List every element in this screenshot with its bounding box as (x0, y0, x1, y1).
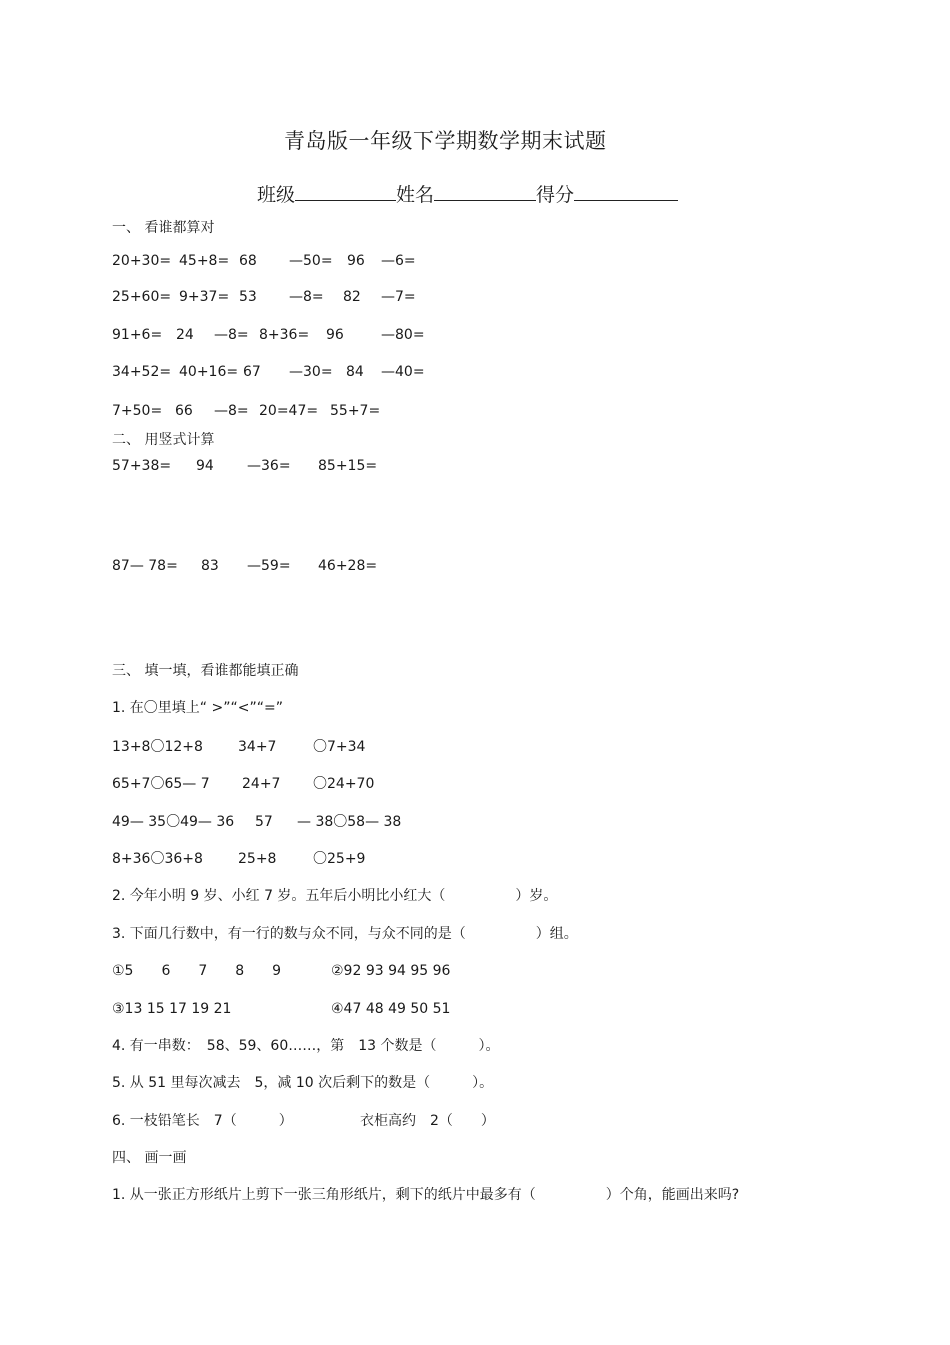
compare-item: 49— 35〇49— 36 (112, 814, 235, 830)
compare-item: 65+7〇65— 7 (112, 776, 210, 792)
problem: 40+16= (179, 364, 239, 380)
problem: —8= (214, 327, 249, 343)
problem: 9+37= (179, 289, 230, 305)
score-label: 得分 (536, 184, 575, 206)
section-3-heading: 三、 填一填，看谁都能填正确 (112, 663, 299, 679)
problem: 96 (347, 253, 365, 269)
problem: 20+30= (112, 253, 172, 269)
question-3-6-pencil: 6. 一枝铅笔长 7（ ） (112, 1113, 293, 1129)
question-3-4: 4. 有一串数： 58、59、60……，第 13 个数是（ ）。 (112, 1038, 500, 1054)
problem: 57+38= (112, 458, 172, 474)
problem: —30= (289, 364, 333, 380)
problem: 91+6= (112, 327, 163, 343)
compare-item: 57 (255, 814, 273, 830)
problem: 87— 78= (112, 558, 178, 574)
problem: —8= (214, 403, 249, 419)
page-title: 青岛版一年级下学期数学期末试题 (284, 129, 607, 153)
problem: —40= (381, 364, 425, 380)
problem: 94 (196, 458, 214, 474)
compare-item: 〇24+70 (313, 776, 375, 792)
problem: —8= (289, 289, 324, 305)
section-1-heading: 一、 看谁都算对 (112, 220, 215, 236)
problem: 68 (239, 253, 257, 269)
question-3-2: 2. 今年小明 9 岁、小红 7 岁。五年后小明比小红大（ ）岁。 (112, 888, 558, 904)
question-3-6-wardrobe: 衣柜高约 2（ ） (360, 1113, 495, 1129)
option-group: ①5 6 7 8 9 (112, 963, 282, 979)
compare-item: 8+36〇36+8 (112, 851, 203, 867)
problem: 83 (201, 558, 219, 574)
problem: 82 (343, 289, 361, 305)
name-blank[interactable] (434, 182, 536, 201)
problem: 20=47= (259, 403, 319, 419)
compare-item: 24+7 (242, 776, 281, 792)
name-label: 姓名 (396, 184, 435, 206)
option-group: ③13 15 17 19 21 (112, 1001, 232, 1017)
section-2-heading: 二、 用竖式计算 (112, 432, 215, 448)
problem: 66 (175, 403, 193, 419)
problem: 24 (176, 327, 194, 343)
problem: 8+36= (259, 327, 310, 343)
problem: 84 (346, 364, 364, 380)
compare-item: 34+7 (238, 739, 277, 755)
problem: 67 (243, 364, 261, 380)
class-label: 班级 (257, 184, 296, 206)
compare-item: — 38〇58— 38 (297, 814, 402, 830)
problem: —50= (289, 253, 333, 269)
problem: —7= (381, 289, 416, 305)
question-4-1: 1. 从一张正方形纸片上剪下一张三角形纸片，剩下的纸片中最多有（ ）个角，能画出来吗? (112, 1187, 740, 1203)
compare-item: 〇25+9 (313, 851, 366, 867)
problem: 85+15= (318, 458, 378, 474)
problem: 25+60= (112, 289, 172, 305)
compare-item: 〇7+34 (313, 739, 366, 755)
problem: 45+8= (179, 253, 230, 269)
compare-item: 13+8〇12+8 (112, 739, 203, 755)
class-blank[interactable] (295, 182, 396, 201)
problem: 34+52= (112, 364, 172, 380)
score-blank[interactable] (574, 182, 678, 201)
problem: 7+50= (112, 403, 163, 419)
option-group: ②92 93 94 95 96 (331, 963, 451, 979)
compare-item: 25+8 (238, 851, 277, 867)
problem: —36= (247, 458, 291, 474)
question-3-3: 3. 下面几行数中，有一行的数与众不同，与众不同的是（ ）组。 (112, 926, 578, 942)
problem: 53 (239, 289, 257, 305)
problem: 96 (326, 327, 344, 343)
option-group: ④47 48 49 50 51 (331, 1001, 451, 1017)
question-3-1: 1. 在〇里填上“ >”“<”“=” (112, 700, 283, 716)
problem: —6= (381, 253, 416, 269)
problem: 55+7= (330, 403, 381, 419)
problem: —59= (247, 558, 291, 574)
problem: —80= (381, 327, 425, 343)
section-4-heading: 四、 画一画 (112, 1150, 187, 1166)
problem: 46+28= (318, 558, 378, 574)
question-3-5: 5. 从 51 里每次减去 5，减 10 次后剩下的数是（ ）。 (112, 1075, 494, 1091)
student-info-line (257, 182, 678, 205)
